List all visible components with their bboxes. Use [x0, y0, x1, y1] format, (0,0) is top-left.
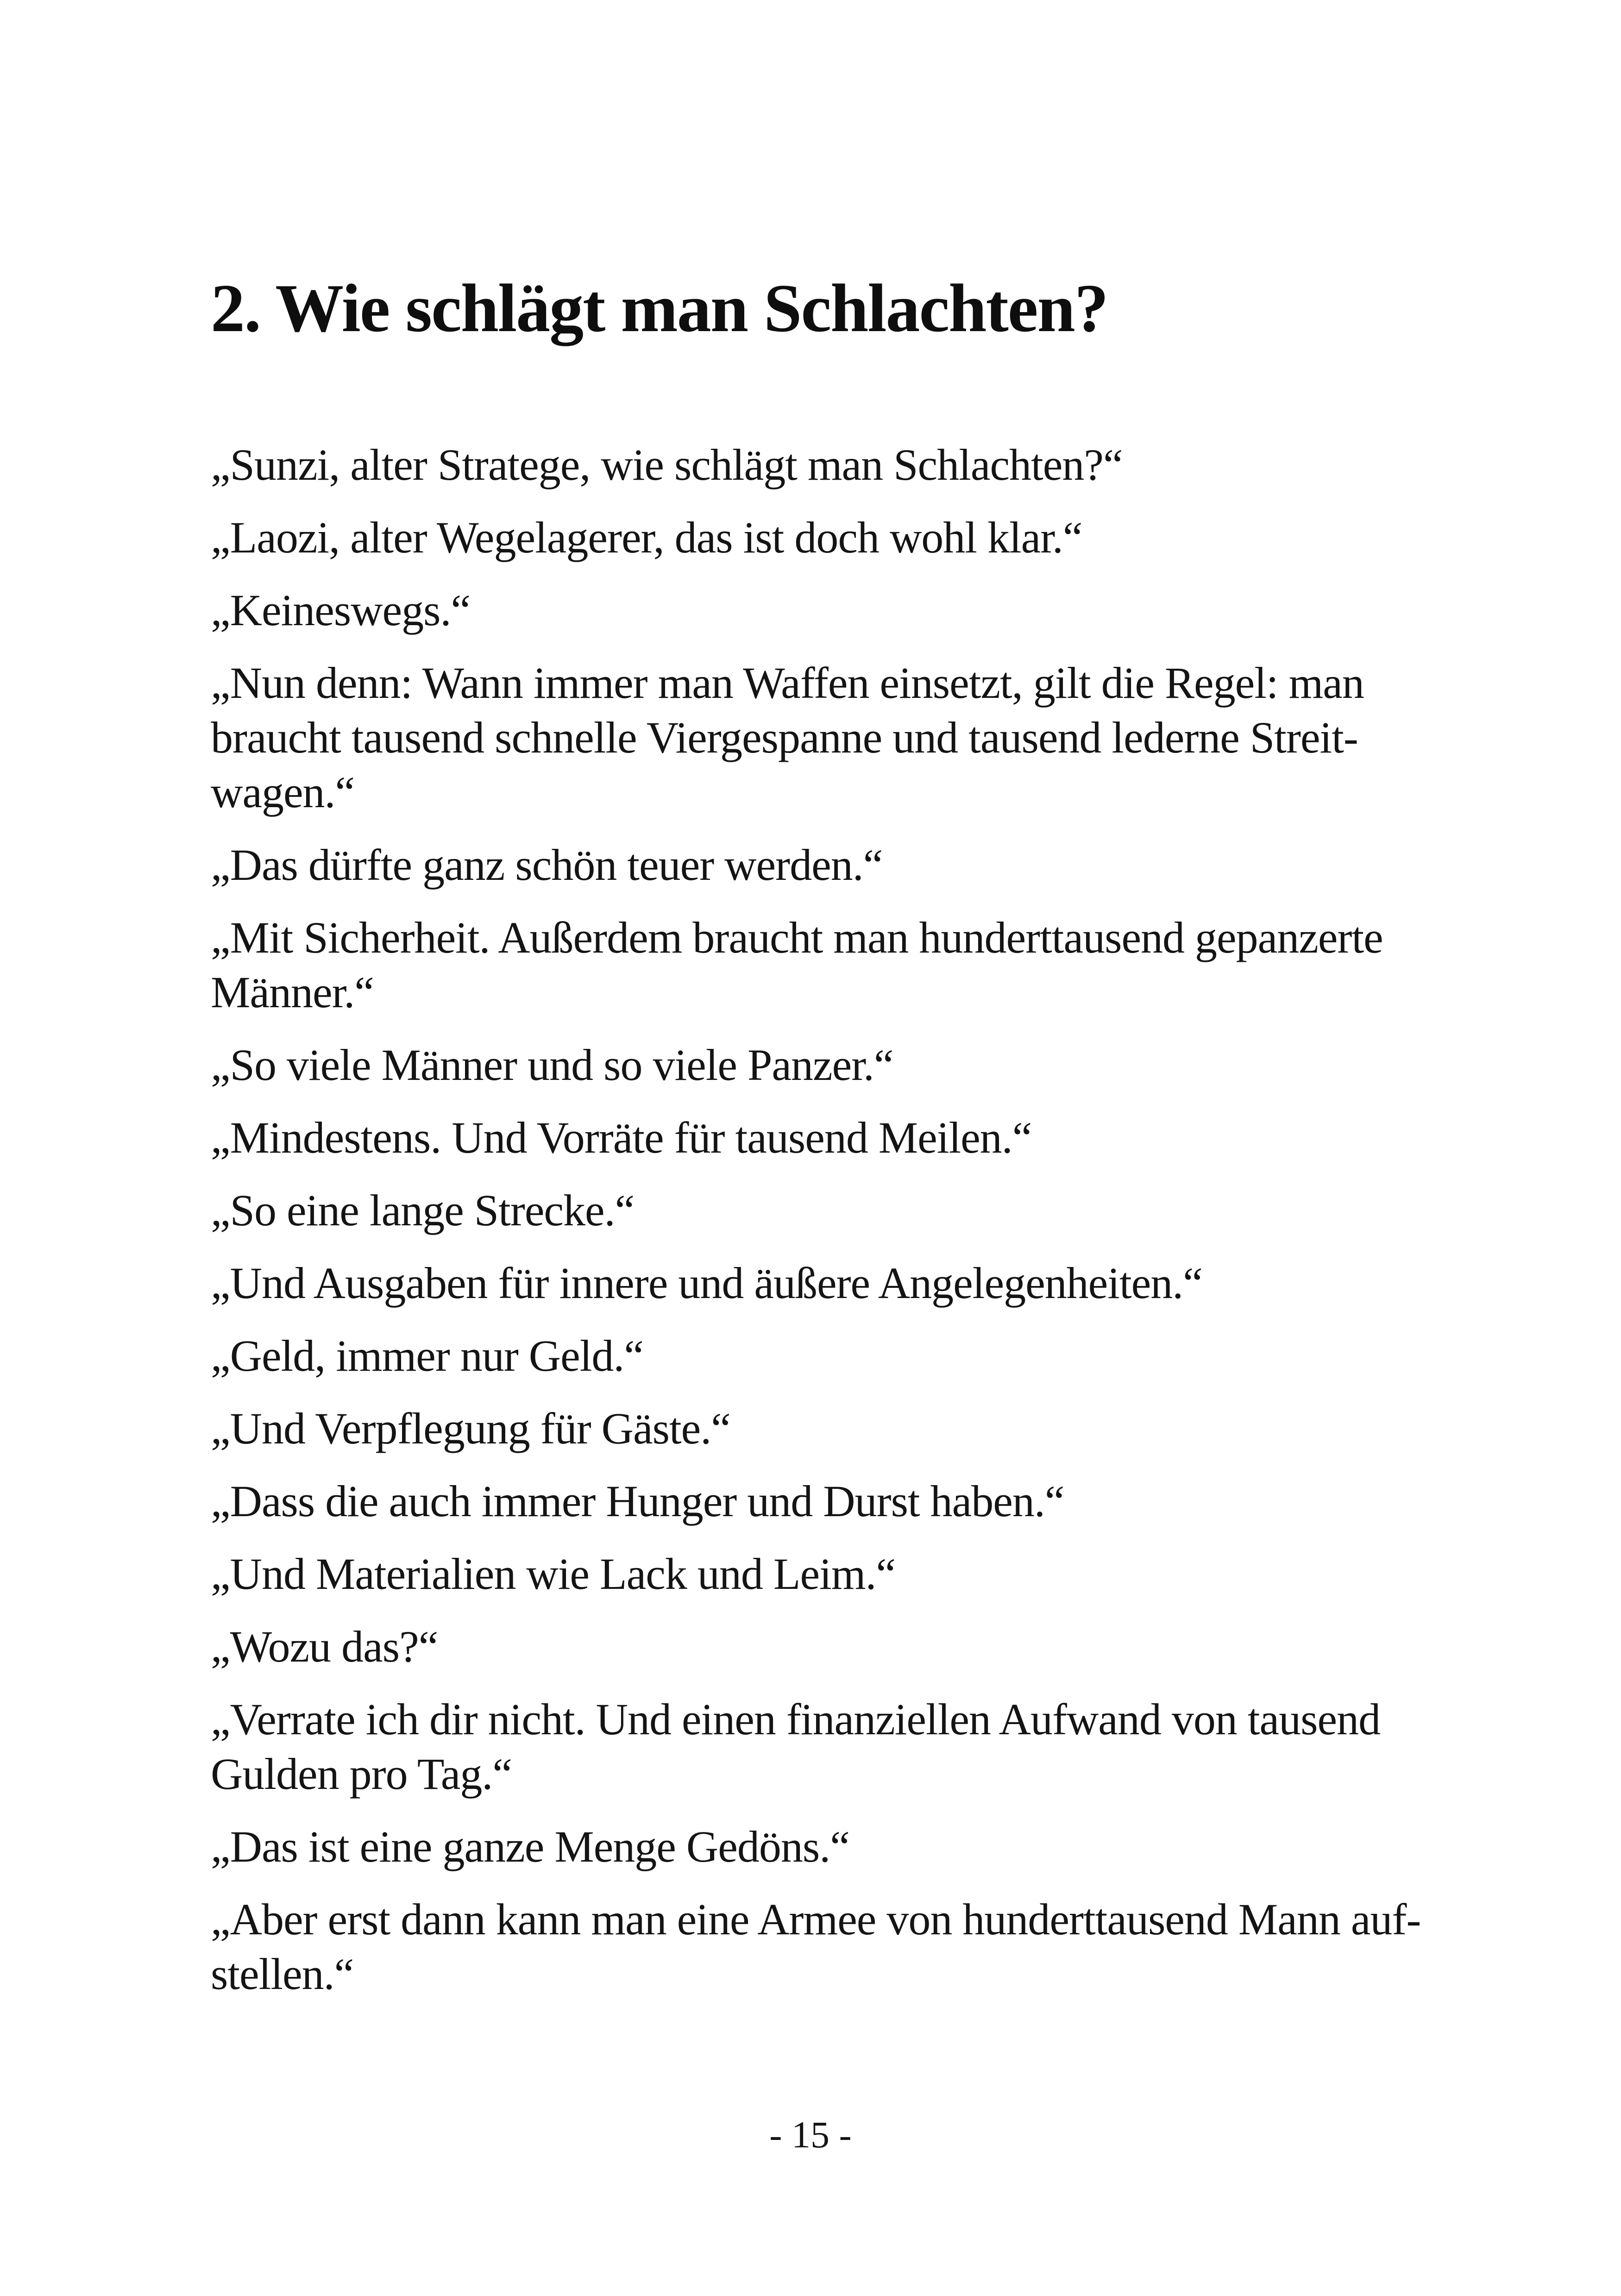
chapter-title: 2. Wie schlägt man Schlachten?	[211, 270, 1108, 346]
dialogue-paragraph: „Aber erst dann kann man eine Armee von hunderttausend Mann auf-stellen.“	[211, 1895, 1421, 1999]
dialogue-paragraph: „Sunzi, alter Stratege, wie schlägt man Schlachten?“	[211, 440, 1123, 489]
dialogue-paragraph: „So eine lange Strecke.“	[211, 1186, 635, 1235]
dialogue-paragraph: „Das dürfte ganz schön teuer werden.“	[211, 840, 883, 890]
dialogue-paragraph: „Nun denn: Wann immer man Waffen einsetzt, gilt die Regel: man braucht tausend schnelle Viergespanne und tausend lederne Streit-wagen.“	[211, 658, 1364, 817]
dialogue-paragraph: „Verrate ich dir nicht. Und einen finanziellen Aufwand von tausend Gulden pro Tag.“	[211, 1694, 1381, 1799]
dialogue-paragraph: „Und Verpflegung für Gäste.“	[211, 1404, 730, 1453]
dialogue-paragraph: „Laozi, alter Wegelagerer, das ist doch wohl klar.“	[211, 513, 1082, 562]
dialogue-paragraph: „So viele Männer und so viele Panzer.“	[211, 1040, 893, 1090]
dialogue-paragraph: „Mit Sicherheit. Außerdem braucht man hunderttausend gepanzerte Männer.“	[211, 913, 1383, 1017]
dialogue-paragraph: „Geld, immer nur Geld.“	[211, 1331, 643, 1380]
dialogue-paragraph: „Mindestens. Und Vorräte für tausend Meilen.“	[211, 1113, 1032, 1162]
dialogue-body	[211, 438, 1424, 2020]
dialogue-paragraph: „Dass die auch immer Hunger und Durst haben.“	[211, 1476, 1064, 1526]
page-number: - 15 -	[769, 2114, 852, 2156]
dialogue-paragraph: „Wozu das?“	[211, 1622, 438, 1671]
dialogue-paragraph: „Und Materialien wie Lack und Leim.“	[211, 1549, 896, 1599]
dialogue-paragraph: „Das ist eine ganze Menge Gedöns.“	[211, 1822, 849, 1871]
dialogue-paragraph: „Und Ausgaben für innere und äußere Angelegenheiten.“	[211, 1258, 1202, 1308]
dialogue-paragraph: „Keineswegs.“	[211, 585, 471, 635]
